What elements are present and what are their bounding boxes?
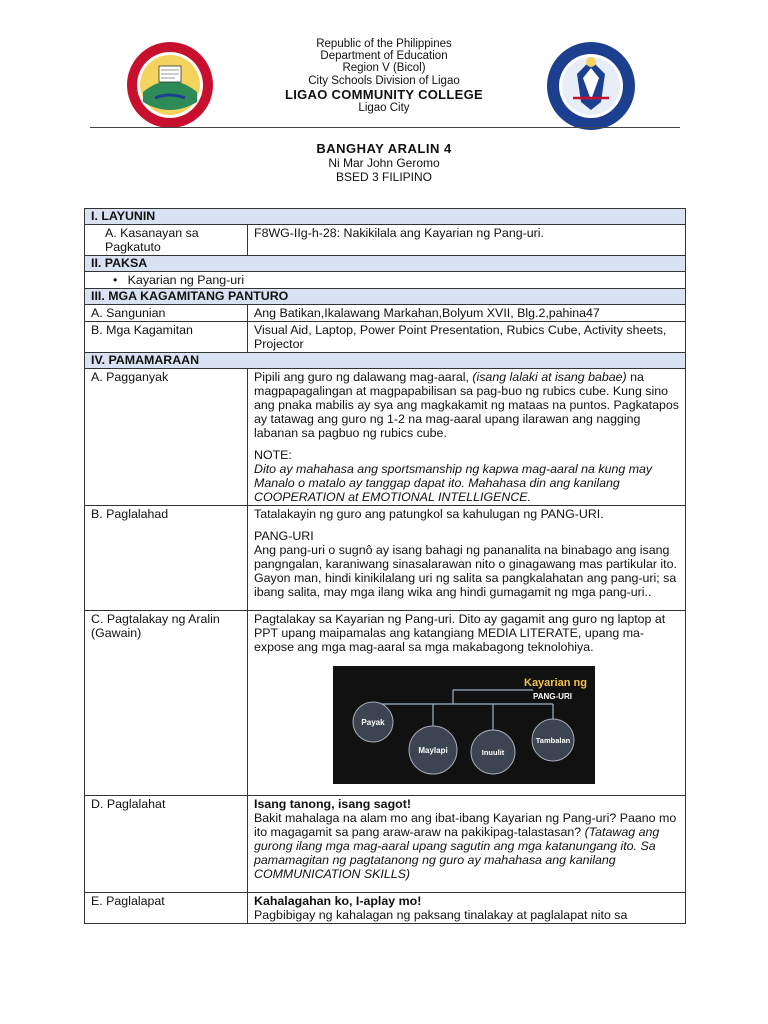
paglalahad-label: B. Paglalahad xyxy=(85,506,248,611)
diagram-node-payak: Payak xyxy=(361,718,385,727)
mga-kagamitan-label: B. Mga Kagamitan xyxy=(85,322,248,353)
note-text: Dito ay mahahasa ang sportsmanship ng kapwa mag-aaral na kung may Manalo o matalo ay tanggap dapat ito. Mahahasa din ang kanilang COOPERATION at EMOTIONAL INTELLIGENCE. xyxy=(254,462,653,504)
pang-uri-heading: PANG-URI xyxy=(254,529,314,543)
note-label: NOTE: xyxy=(254,448,292,462)
table-row xyxy=(85,225,686,256)
bullet-icon: • xyxy=(113,273,118,287)
table-row xyxy=(85,611,686,796)
paglalahad-content xyxy=(248,506,686,611)
lesson-title: BANGHAY ARALIN 4 xyxy=(316,141,452,156)
paglalapat-content xyxy=(248,893,686,924)
pagganyak-label: A. Pagganyak xyxy=(85,369,248,506)
sangunian-label: A. Sangunian xyxy=(85,305,248,322)
paglalapat-heading: Kahalagahan ko, I-aplay mo! xyxy=(254,894,422,908)
section-layunin: I. LAYUNIN xyxy=(85,209,686,225)
college-name: LIGAO COMMUNITY COLLEGE xyxy=(284,86,484,102)
lesson-course: BSED 3 FILIPINO xyxy=(335,170,433,184)
paksa-text: Kayarian ng Pang-uri xyxy=(127,273,245,287)
diagram-subtitle: PANG-URI xyxy=(533,692,572,701)
paglalapat-paragraph: Pagbibigay ng kahalagan ng paksang tinalakay at paglalapat nito sa xyxy=(254,908,628,922)
mga-kagamitan-value: Visual Aid, Laptop, Power Point Presentation, Rubics Cube, Activity sheets, Projector xyxy=(248,322,686,353)
paglalahat-content xyxy=(248,796,686,893)
sangunian-value: Ang Batikan,Ikalawang Markahan,Bolyum XVII, Blg.2,pahina47 xyxy=(248,305,686,322)
table-row xyxy=(85,796,686,893)
lesson-author: Ni Mar John Geromo xyxy=(328,156,440,170)
document-header xyxy=(0,38,768,114)
table-row xyxy=(85,369,686,506)
lesson-plan-table xyxy=(84,208,686,924)
diagram-node-maylapi: Maylapi xyxy=(418,746,448,755)
table-row xyxy=(85,322,686,353)
pagganyak-content xyxy=(248,369,686,506)
section-row xyxy=(85,256,686,272)
pang-uri-definition: Ang pang-uri o sugnô ay isang bahagi ng pananalita na binabago ang isang pangngalan, karaniwang sinasalarawan nito o ginagawang mas partikular ito. Gayon man, hindi kinikilalang uri ng salita sa pangkalahatan ang pang-uri; sa ibang salita, may mga ilang wika ang hindi gumagamit ng mga pang-uri.. xyxy=(254,543,677,599)
section-pamamaraan: IV. PAMAMARAAN xyxy=(85,353,686,369)
college-city: Ligao City xyxy=(358,101,410,114)
table-row xyxy=(85,893,686,924)
lesson-title-block xyxy=(0,141,768,184)
table-row xyxy=(85,272,686,289)
paglalahat-paragraph: Bakit mahalaga na alam mo ang ibat-ibang Kayarian ng Pang-uri? Paano mo ito magagamit sa pang araw-araw na pakikipag-talastasan? (Tatawag ang gurong ilang mga mag-aaral upang sagutin ang mga katanungang ito. Sa pamamagitan ng pagtatanong ng guro ay mahahasa ang kanilang COMMUNICATION SKILLS) xyxy=(254,811,677,881)
header-divider xyxy=(90,127,680,128)
pagganyak-paragraph: Pipili ang guro ng dalawang mag-aaral, (isang lalaki at isang babae) na magpapagalingan at magpapabilisan sa pag-buo ng rubics cube. Kung sino ang pnaka mabilis ay sya ang magkakamit ng mataas na puntos. Pagkatapos ay tatawag ang guro ng 1-2 na mag-aaral upang ilarawan ang nagging labanan sa pagbuo ng rubics cube. xyxy=(254,370,679,440)
kasanayan-value: F8WG-IIg-h-28: Nakikilala ang Kayarian ng Pang-uri. xyxy=(248,225,686,256)
section-row xyxy=(85,289,686,305)
kayarian-diagram xyxy=(333,666,595,784)
kasanayan-label: A. Kasanayan sa Pagkatuto xyxy=(85,225,248,256)
section-row xyxy=(85,353,686,369)
table-row xyxy=(85,305,686,322)
section-kagamitan: III. MGA KAGAMITANG PANTURO xyxy=(85,289,686,305)
paksa-item xyxy=(85,272,686,289)
header-line-2: Department of Education xyxy=(320,50,448,63)
paglalahad-intro: Tatalakayin ng guro ang patungkol sa kahulugan ng PANG-URI. xyxy=(254,507,604,521)
pagtalakay-content xyxy=(248,611,686,796)
paglalahat-label: D. Paglalahat xyxy=(85,796,248,893)
paglalahat-heading: Isang tanong, isang sagot! xyxy=(254,797,411,811)
header-line-1: Republic of the Philippines xyxy=(316,38,452,50)
header-line-4: City Schools Division of Ligao xyxy=(308,74,460,87)
section-paksa: II. PAKSA xyxy=(85,256,686,272)
header-line-3: Region V (Bicol) xyxy=(342,62,426,75)
diagram-node-inuulit: Inuulit xyxy=(481,748,505,757)
paglalapat-label: E. Paglalapat xyxy=(85,893,248,924)
diagram-title: Kayarian ng xyxy=(524,677,587,689)
diagram-node-tambalan: Tambalan xyxy=(535,736,571,745)
table-row xyxy=(85,506,686,611)
pagtalakay-paragraph: Pagtalakay sa Kayarian ng Pang-uri. Dito ay gagamit ang guro ng laptop at PPT upang maipamalas ang katangiang MEDIA LITERATE, upang ma-expose ang mga mag-aaral sa mga makabagong teknolohiya. xyxy=(254,612,666,654)
pagtalakay-label: C. Pagtalakay ng Aralin (Gawain) xyxy=(85,611,248,796)
section-row xyxy=(85,209,686,225)
